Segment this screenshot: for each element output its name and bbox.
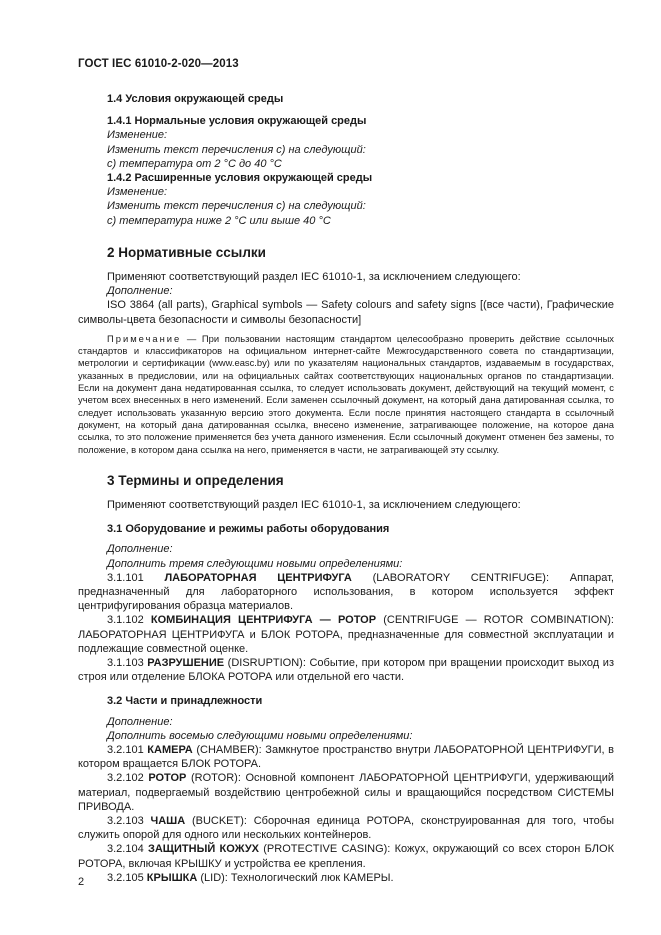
section-1-4-2-title: 1.4.2 Расширенные условия окружающей среды xyxy=(107,172,373,185)
addition-label: Дополнение: xyxy=(107,543,173,556)
definition-term: КРЫШКА xyxy=(146,871,198,884)
definition-3-1-101 xyxy=(78,571,614,614)
addition-instruction: Дополнить восемью следующими новыми определениями: xyxy=(107,729,413,742)
section-3-1-title: 3.1 Оборудование и режимы работы оборудования xyxy=(107,523,390,536)
definition-text: (LID): Технологический люк КАМЕРЫ. xyxy=(197,871,394,884)
section-3-title: 3 Термины и определения xyxy=(107,472,284,488)
change-text: с) температура ниже 2 °С или выше 40 °С xyxy=(107,214,331,227)
definition-text: (CENTRIFUGE — ROTOR COMBINATION): ЛАБОРАТОРНАЯ ЦЕНТРИФУГА и БЛОК РОТОРА, предназначенные для совместной эксплуатации и подлежащие совместной оценке. xyxy=(78,614,614,655)
change-label: Изменение: xyxy=(107,129,168,142)
document-header: ГОСТ IEC 61010-2-020—2013 xyxy=(78,58,239,70)
definition-3-1-103 xyxy=(78,656,614,684)
section-3-2-title: 3.2 Части и принадлежности xyxy=(107,695,263,708)
definition-number: 3.1.102 xyxy=(107,614,151,627)
definition-3-2-102 xyxy=(78,771,614,814)
page-number: 2 xyxy=(78,876,85,888)
section-3-apply: Применяют соответствующий раздел IEC 61010-1, за исключением следующего: xyxy=(107,499,521,512)
change-text: с) температура от 2 °С до 40 °С xyxy=(107,157,282,170)
definition-term: РОТОР xyxy=(148,772,187,785)
addition-label: Дополнение: xyxy=(107,285,173,298)
definition-text: (LABORATORY CENTRIFUGE): Аппарат, предназначенный для лабораторного использования, в котором используется эффект центрифугирования образца материалов. xyxy=(78,571,614,613)
definition-text: (ROTOR): Основной компонент ЛАБОРАТОРНОЙ ЦЕНТРИФУГИ, удерживающий материал, подвергаемый воздействию центробежной силы и вращающийся посредством СИСТЕМЫ ПРИВОДА. xyxy=(78,772,614,813)
definition-text: (BUCKET): Сборочная единица РОТОРА, сконструированная для того, чтобы служить опорой для одного или нескольких контейнеров. xyxy=(78,815,614,842)
note-text: — При пользовании настоящим стандартом целесообразно проверить действие ссылочных стандартов и классификаторов на официальном интернет-сайте Межгосударственного совета по стандартизации, метрологии и сертификации (www.easc.by) или по указателям национальных стандартов, издаваемым в государствах, указанных в предисловии, или на официальных сайтах соответствующих национальных органов по стандартизации. Если на документ дана недатированная ссылка, то следует использовать документ, действующий на текущий момент, с учетом всех внесенных в него изменений. Если заменен ссылочный документ, на который дана датированная ссылка, то следует использовать указанную версию этого документа. Если после принятия настоящего стандарта в ссылочный документ, на который дана датированная ссылка, внесено изменение, затрагивающее положение, на которое дана ссылка, то это положение применяется без учета данного изменения. Если ссылочный документ отменен без замены, то положение, в котором дана ссылка на него, применяется в части, не затрагивающей эту ссылку. xyxy=(78,332,614,455)
definition-term: ЛАБОРАТОРНАЯ ЦЕНТРИФУГА xyxy=(164,571,352,584)
definition-number: 3.2.101 xyxy=(107,744,148,757)
definition-number: 3.2.102 xyxy=(107,772,149,785)
note-label: Примечание xyxy=(107,332,182,344)
definition-term: ЧАША xyxy=(150,815,186,828)
section-1-4-title: 1.4 Условия окружающей среды xyxy=(107,93,284,105)
definition-number: 3.2.105 xyxy=(107,871,147,884)
definition-3-2-101 xyxy=(78,743,614,771)
section-1-4-1-title: 1.4.1 Нормальные условия окружающей среды xyxy=(107,115,367,128)
definition-term: ЗАЩИТНЫЙ КОЖУХ xyxy=(147,843,260,856)
definition-term: КАМЕРА xyxy=(147,744,193,757)
note xyxy=(78,333,614,456)
section-2-apply: Применяют соответствующий раздел IEC 61010-1, за исключением следующего: xyxy=(107,271,521,284)
definition-3-2-103 xyxy=(78,814,614,842)
definition-3-2-105 xyxy=(78,871,614,885)
definition-text: (CHAMBER): Замкнутое пространство внутри ЛАБОРАТОРНОЙ ЦЕНТРИФУГИ, в котором вращается БЛОК РОТОРА. xyxy=(78,744,614,771)
definition-number: 3.1.103 xyxy=(107,657,148,670)
definition-text: (PROTECTIVE CASING): Кожух, окружающий со всех сторон БЛОК РОТОРА, включая КРЫШКУ и устройства ее крепления. xyxy=(78,843,614,870)
addition-instruction: Дополнить тремя следующими новыми определениями: xyxy=(107,557,403,570)
normative-reference: ISO 3864 (all parts), Graphical symbols — Safety colours and safety signs [(все части), Графические символы-цвета безопасности и символы безопасности] xyxy=(78,299,614,326)
addition-label: Дополнение: xyxy=(107,715,173,728)
definition-text: (DISRUPTION): Событие, при котором при вращении происходит выход из строя или отделение БЛОКА РОТОРА или отдельной его части. xyxy=(78,657,614,684)
change-instruction: Изменить текст перечисления с) на следующий: xyxy=(107,200,366,213)
definition-number: 3.2.103 xyxy=(107,815,151,828)
document-body xyxy=(78,92,614,885)
definition-3-1-102 xyxy=(78,613,614,656)
definition-term: РАЗРУШЕНИЕ xyxy=(147,657,225,670)
definition-number: 3.2.104 xyxy=(107,843,148,856)
definition-number: 3.1.101 xyxy=(107,571,165,584)
section-2-title: 2 Нормативные ссылки xyxy=(107,244,266,260)
definition-3-2-104 xyxy=(78,842,614,870)
change-label: Изменение: xyxy=(107,186,168,199)
definition-term: КОМБИНАЦИЯ ЦЕНТРИФУГА — РОТОР xyxy=(150,614,377,627)
change-instruction: Изменить текст перечисления с) на следующий: xyxy=(107,143,366,156)
